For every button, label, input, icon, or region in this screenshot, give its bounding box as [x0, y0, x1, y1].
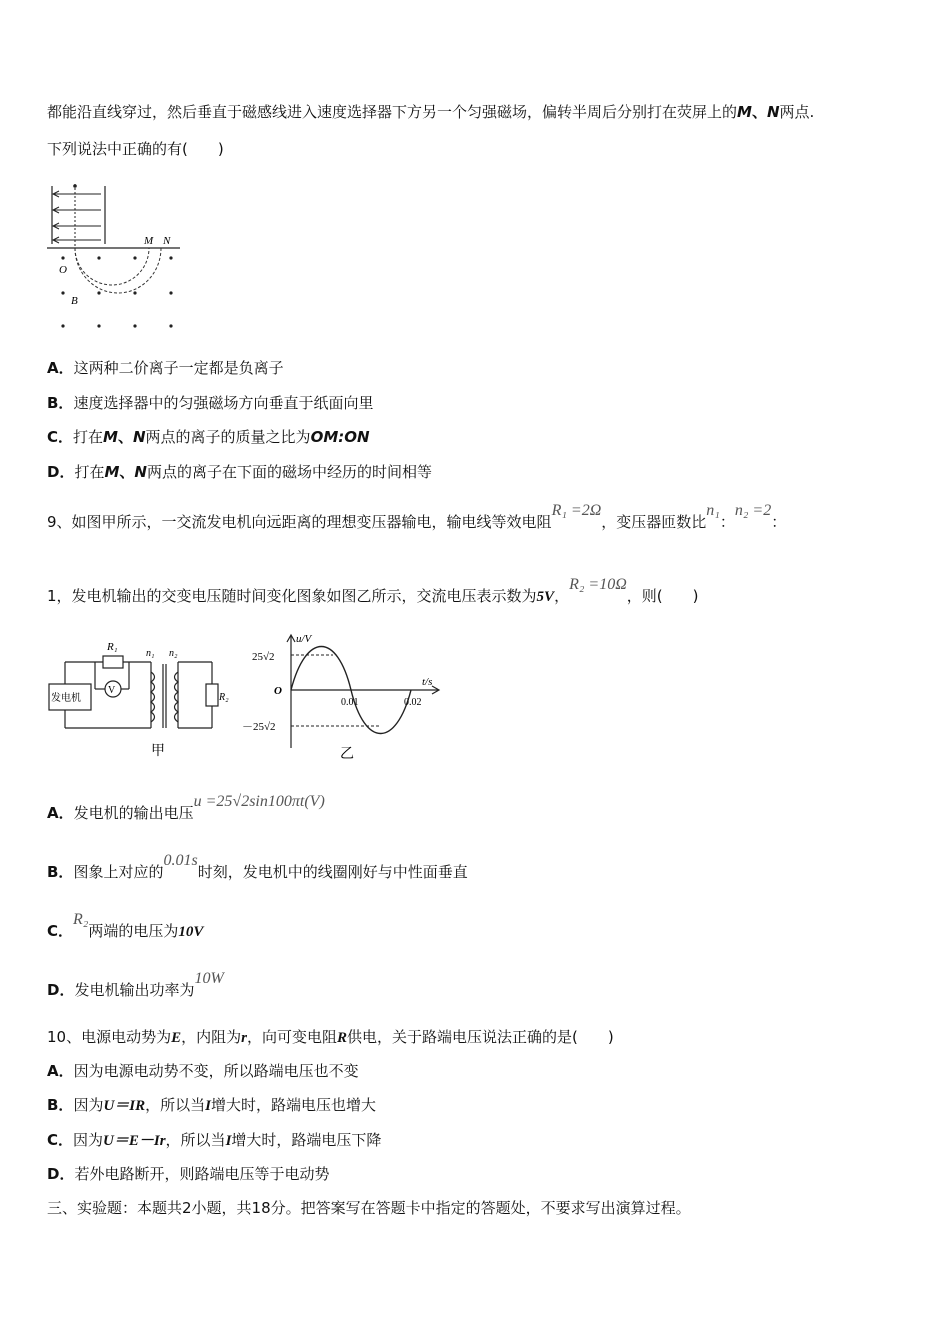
q9-r2-math: R₂ =10Ω [569, 576, 627, 593]
q9-stem-line1 [47, 502, 787, 533]
current-symbol: I [205, 1098, 211, 1114]
ion-path-n [75, 248, 161, 293]
caption-yi: 乙 [340, 746, 354, 762]
option-key: A． [47, 804, 74, 822]
q9-figure-graph [240, 630, 445, 765]
q10-option-c [47, 1130, 381, 1151]
option-text: 因为电源电动势不变，所以路端电压也不变 [73, 1062, 359, 1080]
option-key: B． [47, 1096, 74, 1114]
r2-label: R₂ [219, 692, 229, 703]
magnetic-field-dots [61, 256, 172, 327]
resistor-symbol: R [336, 1030, 347, 1046]
option-text-2: ，所以当 [145, 1096, 206, 1114]
q8-stem-line1 [47, 102, 814, 122]
generator-label: 发电机 [51, 693, 81, 704]
q9-stem-text-4: 1，发电机输出的交变电压随时间变化图象如图乙所示，交流电压表示数为 [47, 587, 537, 605]
point-n: N [134, 463, 147, 481]
option-text: 若外电路断开，则路端电压等于电动势 [74, 1165, 330, 1183]
ratio-expression: OM:ON [310, 428, 370, 446]
option-text-3: 增大时，路端电压也增大 [211, 1096, 377, 1114]
q8-figure [45, 178, 185, 338]
option-text: 因为 [73, 1096, 104, 1114]
option-text-2: ，所以当 [165, 1131, 226, 1149]
q8-stem-line2 [47, 139, 224, 159]
caption-jia: 甲 [151, 743, 165, 759]
y-max-label: 25√2 [252, 651, 275, 663]
formula: U＝IR [103, 1098, 146, 1114]
section-3-heading [47, 1198, 691, 1218]
option-key: A． [47, 1062, 74, 1080]
tick-label-001: 0.01 [341, 697, 359, 708]
option-key: C． [47, 428, 74, 446]
emf-symbol: E [171, 1030, 182, 1046]
q9-option-c [47, 911, 204, 942]
label-o: O [59, 264, 67, 276]
label-m: M [144, 235, 154, 247]
q8-stem-tail: 两点. [779, 103, 815, 121]
voltage-value: 10V [178, 924, 204, 940]
option-text: 打在 [73, 428, 104, 446]
q10-option-b [47, 1095, 376, 1116]
q10-stem-text-4: 供电，关于路端电压说法正确的是( ) [347, 1028, 614, 1046]
q8-option-a [47, 358, 284, 378]
field-lines [53, 191, 101, 243]
ion-source-dot [73, 184, 77, 188]
option-text-3: 增大时，路端电压下降 [231, 1131, 382, 1149]
q8-option-c [47, 427, 370, 447]
q10-option-a [47, 1061, 359, 1081]
option-text: 两端的电压为 [88, 922, 179, 940]
time-value: 0.01s [163, 852, 198, 869]
internal-resistance-symbol: r [241, 1030, 247, 1046]
option-key: D． [47, 1165, 75, 1183]
r1-resistor [103, 656, 123, 668]
current-symbol: I [225, 1133, 232, 1149]
point-m: M [104, 463, 120, 481]
q9-colon: ： [719, 513, 735, 531]
formula: U＝E－Ir [103, 1133, 166, 1149]
q10-stem-text: 10、电源电动势为 [47, 1028, 172, 1046]
option-key: B． [47, 394, 74, 412]
q8-option-d [47, 462, 432, 482]
option-text: 因为 [73, 1131, 104, 1149]
option-text: 打在 [74, 463, 105, 481]
option-text: 两点的离子在下面的磁场中经历的时间相等 [146, 463, 432, 481]
option-text: 速度选择器中的匀强磁场方向垂直于纸面向里 [73, 394, 374, 412]
q9-option-b [47, 852, 468, 883]
r2-resistor [206, 684, 218, 706]
y-min-label: －25√2 [242, 721, 276, 733]
y-axis-label: u/V [296, 633, 312, 645]
r2-symbol: R₂ [73, 911, 89, 928]
option-text: 发电机的输出电压 [73, 804, 194, 822]
q9-voltmeter-reading: 5V [536, 589, 555, 605]
option-key: A． [47, 359, 74, 377]
section-3-text: 三、实验题：本题共2小题，共18分。把答案写在答题卡中指定的答题处，不要求写出演算过程。 [47, 1199, 691, 1217]
point-m: M [103, 428, 118, 446]
q8-option-b [47, 393, 373, 413]
r1-label: R₁ [107, 641, 118, 653]
option-key: C． [47, 1131, 74, 1149]
q10-stem [47, 1027, 614, 1048]
q9-n1-math: n₁ [706, 502, 720, 519]
option-key: B． [47, 863, 74, 881]
q9-option-d [47, 970, 224, 1001]
q9-stem-line2 [47, 576, 699, 607]
q8-separator: 、 [751, 103, 767, 121]
q9-stem-text-3: ： [771, 513, 787, 531]
option-key: C． [47, 922, 74, 940]
separator: 、 [119, 463, 135, 481]
option-text-2: 时刻，发电机中的线圈刚好与中性面垂直 [197, 863, 468, 881]
origin-label: O [274, 685, 282, 697]
q8-point-m: M [737, 103, 752, 121]
ion-path-m [75, 248, 149, 285]
q9-option-a [47, 793, 325, 824]
voltmeter-label: V [108, 685, 116, 696]
option-text: 图象上对应的 [73, 863, 164, 881]
option-key: D． [47, 463, 75, 481]
q9-n2-math: n₂ =2 [734, 502, 772, 519]
q9-stem-text-2: ，变压器匝数比 [601, 513, 707, 531]
point-n: N [132, 428, 146, 446]
voltage-expression: u =25√2sin100πt(V) [193, 793, 325, 810]
q10-stem-text-3: ，向可变电阻 [246, 1028, 337, 1046]
tick-label-002: 0.02 [404, 697, 422, 708]
option-text: 两点的离子的质量之比为 [145, 428, 311, 446]
option-text: 这两种二价离子一定都是负离子 [73, 359, 284, 377]
q9-r1-math: R₁ =2Ω [551, 502, 602, 519]
q10-option-d [47, 1164, 329, 1184]
power-value: 10W [194, 970, 224, 987]
label-b: B [71, 295, 78, 307]
option-text: 发电机输出功率为 [74, 981, 195, 999]
q10-stem-text-2: ，内阻为 [181, 1028, 242, 1046]
n1-label: n₁ [146, 648, 155, 659]
q9-stem-text-5: ，则( ) [626, 587, 699, 605]
n2-label: n₂ [169, 648, 178, 659]
x-axis-label: t/s [422, 676, 433, 688]
q9-comma: ， [554, 587, 570, 605]
q8-stem-text: 都能沿直线穿过，然后垂直于磁感线进入速度选择器下方另一个匀强磁场，偏转半周后分别打在荧屏上的 [47, 103, 738, 121]
label-n: N [163, 235, 171, 247]
q8-point-n: N [766, 103, 780, 121]
q9-figure-circuit [45, 632, 230, 762]
q9-stem-text: 9、如图甲所示，一交流发电机向远距离的理想变压器输电，输电线等效电阻 [47, 513, 552, 531]
q8-question: 下列说法中正确的有( ) [47, 140, 224, 158]
option-key: D． [47, 981, 75, 999]
separator: 、 [117, 428, 133, 446]
